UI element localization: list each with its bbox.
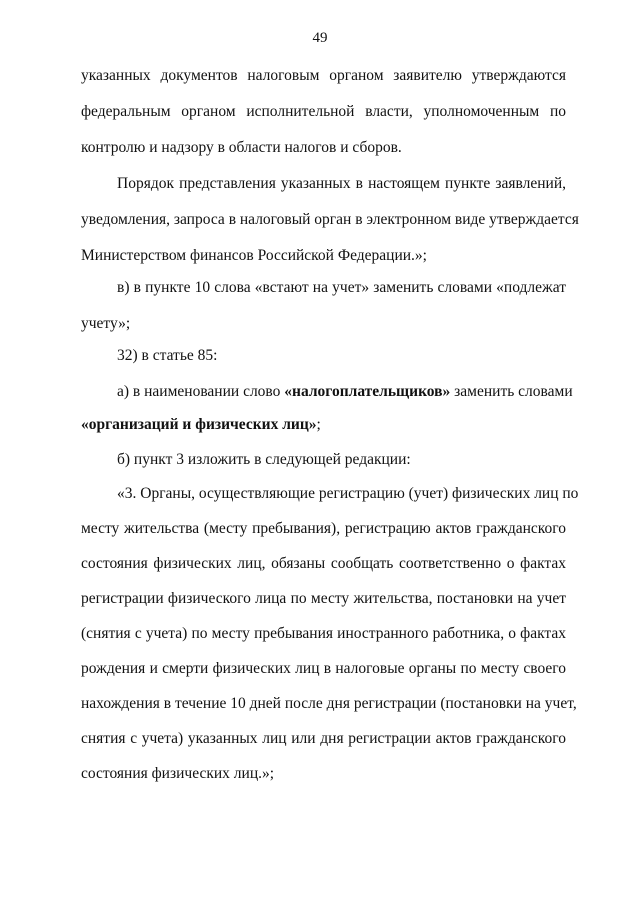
text-line: Министерством финансов Российской Федерации.»; — [81, 247, 427, 264]
text-line-mixed — [117, 383, 573, 401]
text-run: заменить словами — [450, 383, 573, 400]
text-line: регистрации физического лица по месту жительства, постановки на учет — [81, 590, 566, 607]
page-number: 49 — [312, 30, 328, 46]
bold-term: «налогоплательщиков» — [284, 383, 451, 400]
text-line: б) пункт 3 изложить в следующей редакции: — [117, 451, 411, 468]
text-line: «3. Органы, осуществляющие регистрацию (учет) физических лиц по — [117, 485, 579, 502]
text-line-mixed — [81, 416, 566, 434]
text-line: снятия с учета) указанных лиц или дня регистрации актов гражданского — [81, 730, 566, 747]
text-line: (снятия с учета) по месту пребывания иностранного работника, о фактах — [81, 625, 566, 642]
text-run: а) в наименовании слово — [117, 383, 285, 400]
text-line: рождения и смерти физических лиц в налоговые органы по месту своего — [81, 660, 566, 677]
text-line: в) в пункте 10 слова «встают на учет» заменить словами «подлежат — [117, 279, 566, 296]
text-line: федеральным органом исполнительной власти, уполномоченным по — [81, 103, 566, 120]
text-line: уведомления, запроса в налоговый орган в электронном виде утверждается — [81, 211, 579, 228]
text-line: Порядок представления указанных в настоящем пункте заявлений, — [117, 175, 566, 192]
text-line: состояния физических лиц, обязаны сообщать соответственно о фактах — [81, 555, 566, 572]
text-run: ; — [316, 416, 321, 433]
bold-term: «организаций и физических лиц» — [81, 416, 317, 433]
text-line: указанных документов налоговым органом заявителю утверждаются — [81, 67, 566, 84]
text-line: состояния физических лиц.»; — [81, 765, 275, 782]
text-line: месту жительства (месту пребывания), регистрацию актов гражданского — [81, 520, 566, 537]
text-line: 32) в статье 85: — [117, 347, 218, 364]
text-line: нахождения в течение 10 дней после дня регистрации (постановки на учет, — [81, 695, 577, 712]
text-line: учету»; — [81, 315, 131, 332]
text-line: контролю и надзору в области налогов и сборов. — [81, 139, 402, 156]
